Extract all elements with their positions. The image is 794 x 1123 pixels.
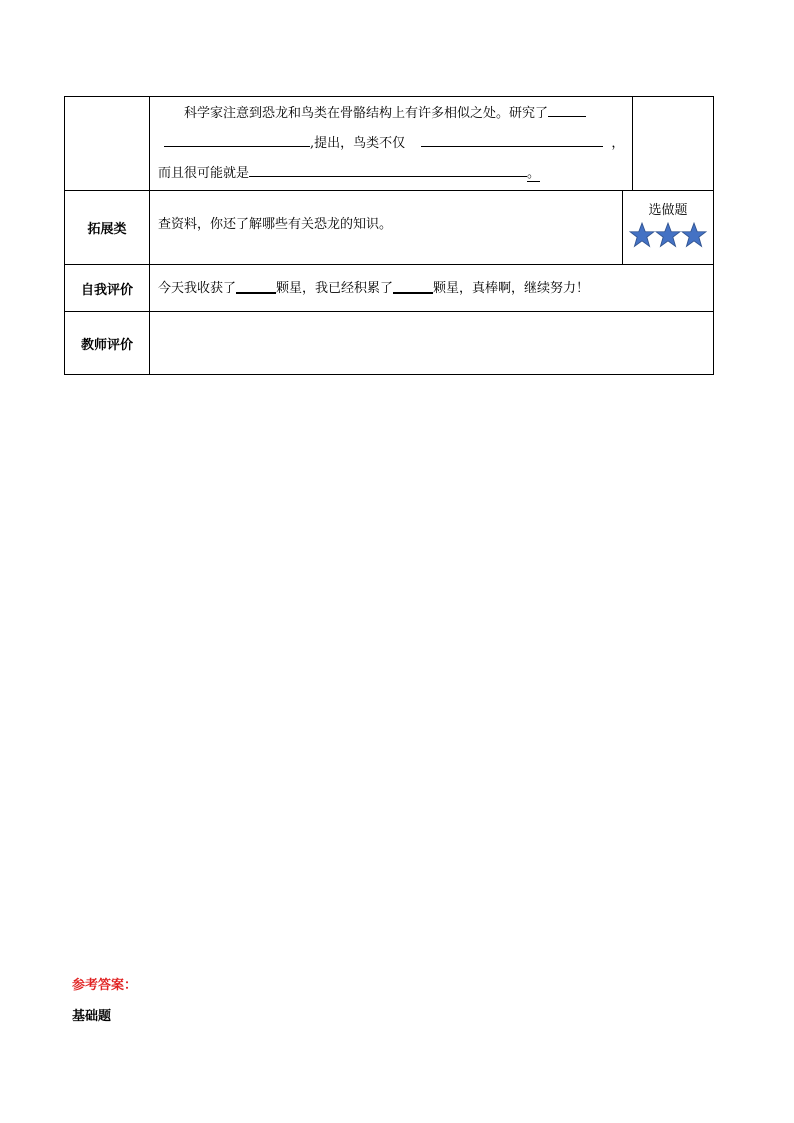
self-eval-part1: 今天我收获了 xyxy=(158,280,237,296)
answers-heading: 参考答案： xyxy=(72,978,138,993)
row-label-extension: 拓展类 xyxy=(65,191,150,264)
row-label-self-eval: 自我评价 xyxy=(65,265,150,311)
star-icon xyxy=(629,222,655,248)
star-icon xyxy=(681,222,707,248)
question-text-line2: ,提出，鸟类不仅 xyxy=(310,136,406,151)
question-line3-end: 。 xyxy=(527,166,541,181)
self-eval-part3: 颗星，真棒啊，继续努力！ xyxy=(433,280,590,296)
answer-blank-3[interactable] xyxy=(421,132,603,147)
question-line2-end: ， xyxy=(611,136,625,151)
basic-section-heading: 基础题 xyxy=(72,1009,112,1024)
extension-text: 查资料，你还了解哪些有关恐龙的知识。 xyxy=(158,217,393,232)
table-row xyxy=(65,97,713,191)
stars-earned-blank[interactable] xyxy=(236,278,276,294)
teacher-eval-content[interactable] xyxy=(150,312,713,374)
table-row xyxy=(65,265,713,312)
self-eval-content xyxy=(150,265,713,311)
question-text-line1: 科学家注意到恐龙和鸟类在骨骼结构上有许多相似之处。研究了 xyxy=(184,106,549,121)
optional-cell xyxy=(622,191,713,264)
answer-blank-1[interactable] xyxy=(548,102,586,117)
table-row xyxy=(65,312,713,374)
answer-blank-4[interactable] xyxy=(249,162,527,177)
table-row xyxy=(65,191,713,265)
star-rating xyxy=(623,222,713,248)
row1-side-cell xyxy=(632,97,723,190)
dinosaur-bird-question xyxy=(150,97,632,190)
extension-question xyxy=(150,191,622,264)
stars-total-blank[interactable] xyxy=(393,278,433,294)
star-icon xyxy=(655,222,681,248)
answer-blank-2[interactable] xyxy=(164,132,310,147)
self-eval-part2: 颗星，我已经积累了 xyxy=(276,280,394,296)
worksheet-table xyxy=(64,96,714,375)
row-label-empty xyxy=(65,97,150,190)
question-text-line3: 而且很可能就是 xyxy=(158,166,250,181)
row-label-teacher-eval: 教师评价 xyxy=(65,312,150,374)
optional-title: 选做题 xyxy=(648,203,688,218)
